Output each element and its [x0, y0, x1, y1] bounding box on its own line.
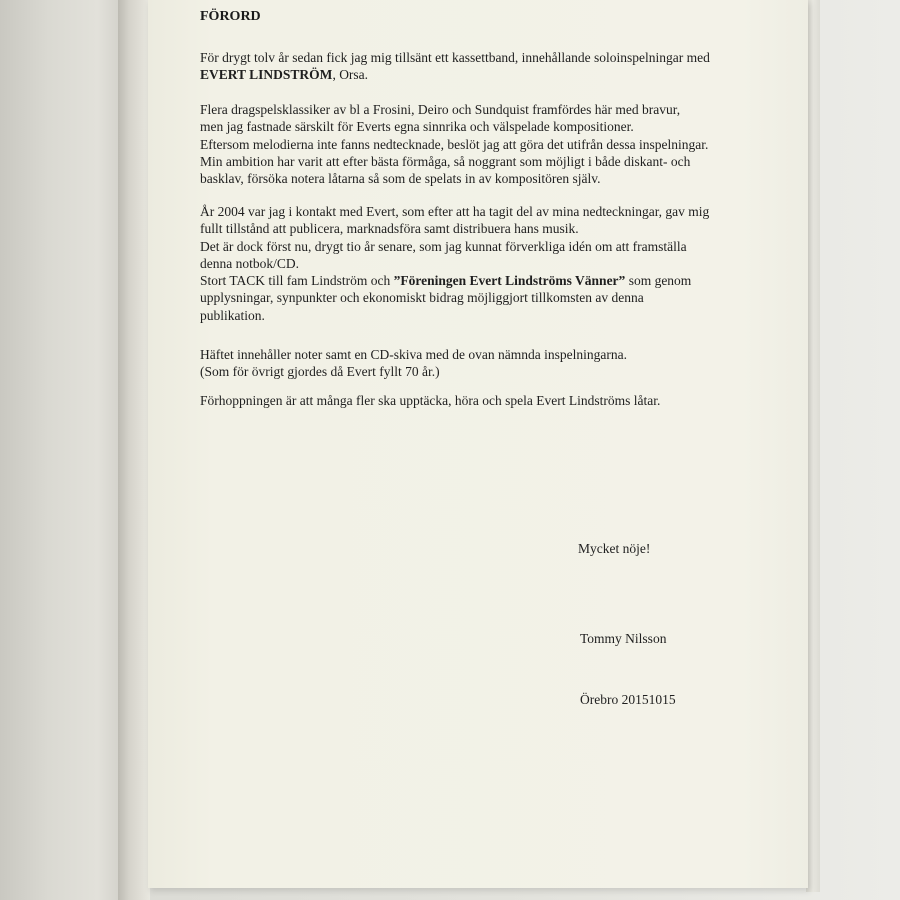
text-line: (Som för övrigt gjordes då Evert fyllt 70 år.)	[200, 364, 440, 380]
text-span: som genom	[625, 273, 692, 289]
page-title: FÖRORD	[200, 9, 261, 24]
text-span: , Orsa.	[332, 67, 369, 83]
text-line: basklav, försöka notera låtarna så som de spelats in av kompositören själv.	[200, 171, 601, 187]
text-line: men jag fastnade särskilt för Everts egna sinnrika och välspelade kompositioner.	[200, 119, 634, 135]
left-page	[0, 0, 122, 900]
text-line: Eftersom melodierna inte fanns nedtecknade, beslöt jag att göra det utifrån dessa inspelningar.	[200, 136, 709, 152]
text-line	[200, 272, 709, 289]
paragraph-1	[200, 49, 710, 84]
text-line: denna notbok/CD.	[200, 255, 299, 271]
paragraph-5	[200, 392, 660, 409]
association-name: ”Föreningen Evert Lindströms Vänner”	[393, 273, 626, 289]
text-line: Häftet innehåller noter samt en CD-skiva med de ovan nämnda inspelningarna.	[200, 347, 627, 362]
text-line: publikation.	[200, 307, 265, 323]
text-line: upplysningar, synpunkter och ekonomiskt bidrag möjliggjort tillkomsten av denna	[200, 290, 644, 306]
text-line: År 2004 var jag i kontakt med Evert, som efter att ha tagit del av mina nedteckningar, gav mig	[200, 204, 710, 219]
text-line	[200, 66, 710, 83]
text-line: För drygt tolv år sedan fick jag mig tillsänt ett kassettband, innehållande soloinspelningar med	[200, 50, 710, 65]
text-line: Förhoppningen är att många fler ska upptäcka, höra och spela Evert Lindströms låtar.	[200, 393, 661, 408]
text-line: Det är dock först nu, drygt tio år senare, som jag kunnat förverkliga idén om att framställa	[200, 238, 687, 254]
paragraph-2	[200, 101, 708, 187]
page-edge	[806, 0, 820, 892]
text-line: fullt tillstånd att publicera, marknadsföra samt distribuera hans musik.	[200, 221, 579, 237]
author-name: Tommy Nilsson	[580, 631, 667, 646]
closing-text: Mycket nöje!	[578, 541, 651, 556]
place-date: Örebro 20151015	[580, 692, 676, 707]
book-gutter	[118, 0, 150, 900]
composer-name: EVERT LINDSTRÖM	[200, 67, 333, 83]
text-span: Stort TACK till fam Lindström och	[200, 273, 394, 289]
paragraph-3	[200, 203, 709, 324]
text-line: Flera dragspelsklassiker av bl a Frosini, Deiro och Sundquist framfördes här med bravur,	[200, 102, 681, 117]
paragraph-4	[200, 346, 627, 381]
text-line: Min ambition har varit att efter bästa förmåga, så noggrant som möjligt i både diskant- och	[200, 153, 691, 169]
